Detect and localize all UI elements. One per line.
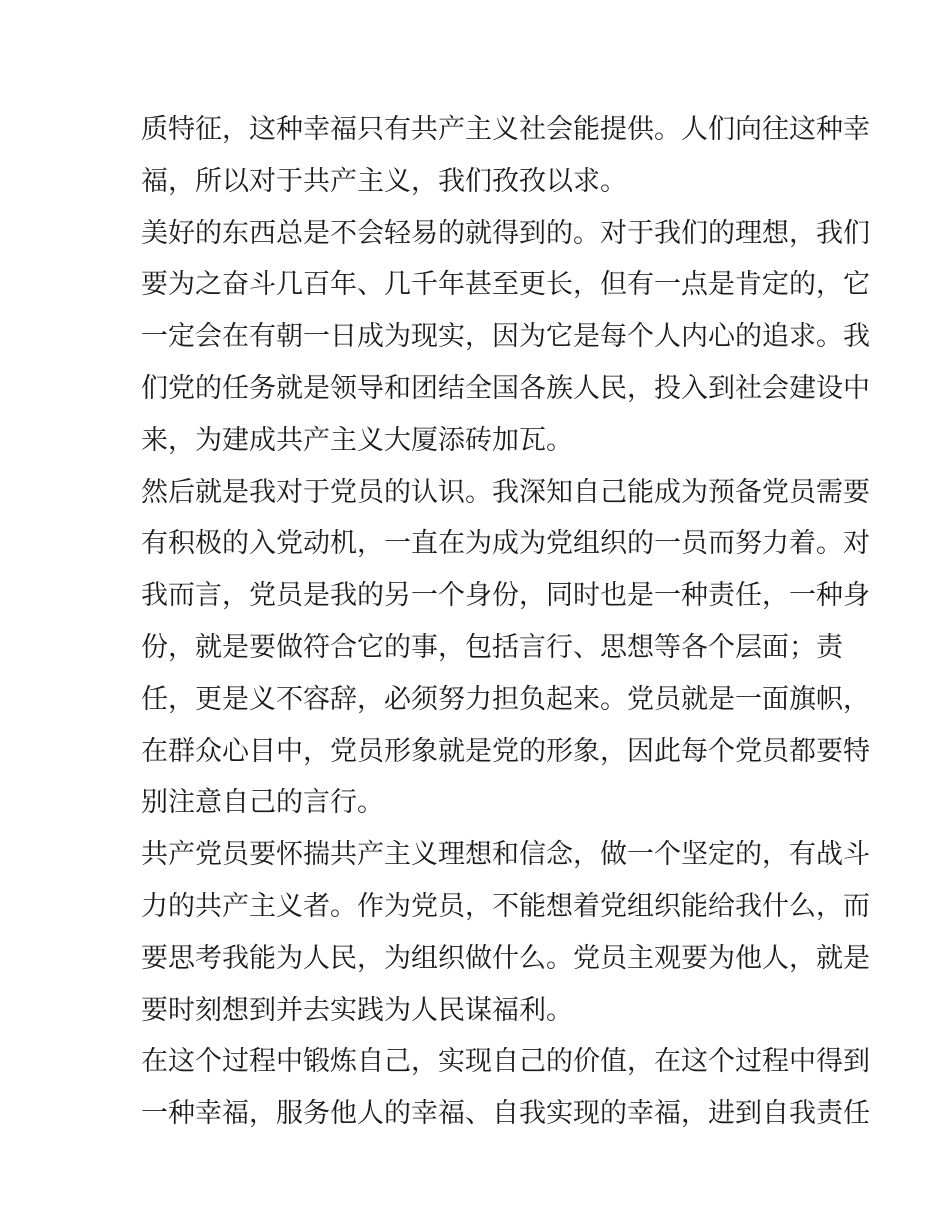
text-line: 力的共产主义者。作为党员，不能想着党组织能给我什么，而 (141, 890, 870, 922)
paragraph (141, 208, 870, 467)
text-line: 一定会在有朝一日成为现实，因为它是每个人内心的追求。我 (141, 321, 870, 353)
text-line: 份，就是要做符合它的事，包括言行、思想等各个层面；责 (141, 631, 843, 663)
text-line: 要为之奋斗几百年、几千年甚至更长，但有一点是肯定的，它 (141, 269, 870, 301)
text-line: 福，所以对于共产主义，我们孜孜以求。 (141, 165, 627, 197)
text-line: 在这个过程中锻炼自己，实现自己的价值，在这个过程中得到 (141, 1046, 870, 1078)
text-line: 美好的东西总是不会轻易的就得到的。对于我们的理想，我们 (141, 217, 870, 249)
paragraph (141, 104, 870, 208)
text-line: 质特征，这种幸福只有共产主义社会能提供。人们向往这种幸 (141, 114, 870, 145)
text-line: 在群众心目中，党员形象就是党的形象，因此每个党员都要特 (141, 735, 870, 767)
text-line: 要思考我能为人民，为组织做什么。党员主观要为他人，就是 (141, 942, 870, 974)
text-line: 任，更是义不容辞，必须努力担负起来。党员就是一面旗帜， (141, 683, 870, 715)
document-body (141, 104, 870, 1140)
text-line: 们党的任务就是领导和团结全国各族人民，投入到社会建设中 (141, 372, 870, 404)
text-line: 有积极的入党动机，一直在为成为党组织的一员而努力着。对 (141, 528, 870, 560)
text-line: 别注意自己的言行。 (141, 787, 384, 819)
text-line: 共产党员要怀揣共产主义理想和信念，做一个坚定的，有战斗 (141, 839, 870, 871)
text-line: 要时刻想到并去实践为人民谋福利。 (141, 994, 573, 1026)
text-line: 一种幸福，服务他人的幸福、自我实现的幸福，进到自我责任 (141, 1098, 870, 1130)
paragraph (141, 1036, 870, 1140)
paragraph (141, 829, 870, 1036)
paragraph (141, 467, 870, 830)
text-line: 我而言，党员是我的另一个身份，同时也是一种责任，一种身 (141, 580, 870, 612)
text-line: 来，为建成共产主义大厦添砖加瓦。 (141, 424, 573, 456)
text-line: 然后就是我对于党员的认识。我深知自己能成为预备党员需要 (141, 476, 870, 508)
